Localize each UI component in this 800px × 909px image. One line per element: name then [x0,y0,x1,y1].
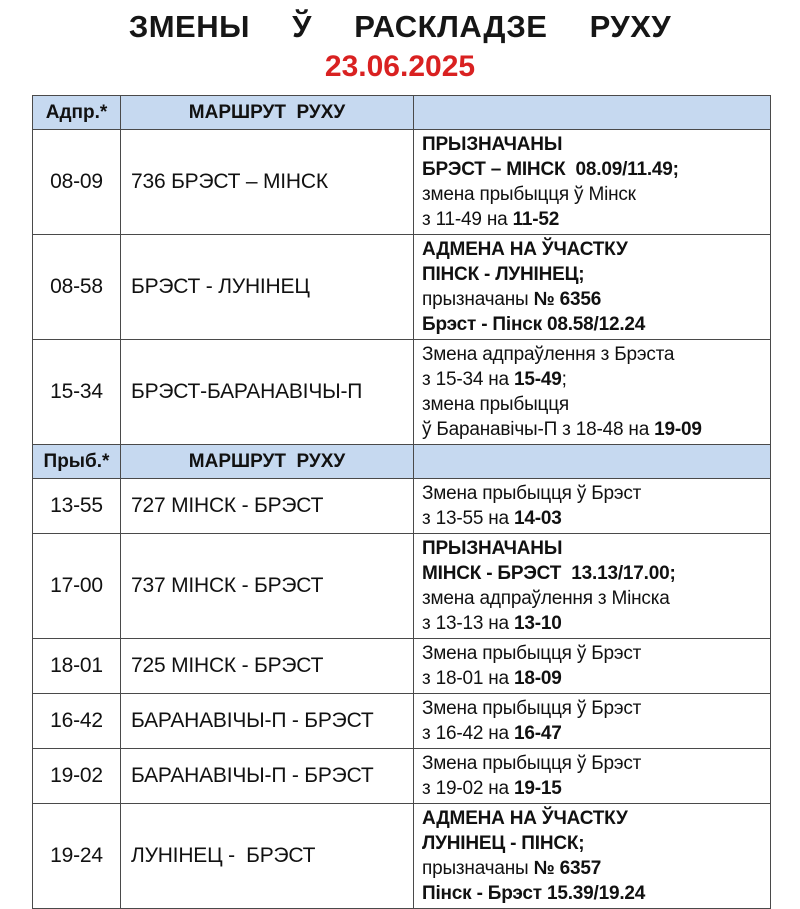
detail-line [422,666,766,691]
detail-segment: Змена прыбыцця ў Брэст [422,698,642,719]
time-cell: 08-58 [33,235,121,340]
notice-page [0,9,800,904]
detail-segment: ПРЫЗНАЧАНЫ [422,134,563,155]
time-cell: 08-09 [33,130,121,235]
header-details-cell [414,96,771,130]
detail-segment: прызначаны [422,289,534,310]
detail-segment: з 15-34 на [422,369,515,390]
route-cell: 727 МІНСК - БРЭСТ [121,479,414,534]
detail-segment: ЛУНІНЕЦ - ПІНСК; [422,833,585,854]
time-cell: 19-02 [33,749,121,804]
route-cell: БРЭСТ-БАРАНАВІЧЫ-П [121,340,414,445]
time-cell: 16-42 [33,694,121,749]
detail-segment: 14-03 [514,508,562,529]
detail-segment: МІНСК - БРЭСТ 13.13/17.00; [422,563,676,584]
details-cell [414,235,771,340]
header-route-label: МАРШРУТ РУХУ [121,445,414,479]
detail-line [422,132,766,157]
detail-segment: ПРЫЗНАЧАНЫ [422,538,563,559]
detail-segment: ў Баранавічы-П з 18-48 на [422,419,655,440]
detail-segment: змена адпраўлення з Мінска [422,588,670,609]
detail-line [422,237,766,262]
detail-segment: з 16-42 на [422,723,515,744]
detail-segment: АДМЕНА НА ЎЧАСТКУ [422,808,628,829]
table-row [33,639,771,694]
detail-line [422,182,766,207]
detail-segment: БРЭСТ – МІНСК 08.09/11.49; [422,159,679,180]
table-row [33,479,771,534]
detail-segment: Брэст - Пінск 08.58/12.24 [422,314,646,335]
detail-line [422,157,766,182]
table-row [33,804,771,909]
detail-line [422,481,766,506]
route-cell: 736 БРЭСТ – МІНСК [121,130,414,235]
detail-segment: Змена адпраўлення з Брэста [422,344,675,365]
detail-line [422,207,766,232]
time-cell: 19-24 [33,804,121,909]
detail-segment: 19-15 [514,778,562,799]
detail-line [422,611,766,636]
time-cell: 13-55 [33,479,121,534]
detail-line [422,262,766,287]
schedule-table-body [33,96,771,909]
detail-line [422,561,766,586]
detail-segment: з 11-49 на [422,209,513,230]
detail-segment: № 6357 [533,858,602,879]
route-cell: ЛУНІНЕЦ - БРЭСТ [121,804,414,909]
details-cell [414,639,771,694]
table-section-header-row [33,96,771,130]
header-time-label: Адпр.* [33,96,121,130]
detail-segment: 15-49 [514,369,562,390]
detail-line [422,881,766,906]
detail-line [422,392,766,417]
detail-segment: ; [561,369,567,390]
page-title: ЗМЕНЫ Ў РАСКЛАДЗЕ РУХУ [128,9,672,44]
route-cell: БАРАНАВІЧЫ-П - БРЭСТ [121,749,414,804]
time-cell: 15-34 [33,340,121,445]
detail-segment: 18-09 [514,668,562,689]
detail-segment: 19-09 [654,419,702,440]
detail-segment: № 6356 [533,289,602,310]
detail-line [422,367,766,392]
details-cell [414,804,771,909]
detail-line [422,831,766,856]
detail-line [422,417,766,442]
details-cell [414,534,771,639]
header-time-label: Прыб.* [33,445,121,479]
detail-segment: АДМЕНА НА ЎЧАСТКУ [422,239,628,260]
detail-line [422,721,766,746]
detail-segment: з 19-02 на [422,778,515,799]
table-row [33,130,771,235]
time-cell: 18-01 [33,639,121,694]
detail-line [422,536,766,561]
table-row [33,534,771,639]
detail-line [422,506,766,531]
details-cell [414,130,771,235]
detail-segment: з 13-13 на [422,613,515,634]
header-route-label: МАРШРУТ РУХУ [121,96,414,130]
header-details-cell [414,445,771,479]
detail-segment: Змена прыбыцця ў Брэст [422,753,642,774]
details-cell [414,340,771,445]
detail-segment: прызначаны [422,858,534,879]
detail-segment: 11-52 [512,209,560,230]
detail-segment: Змена прыбыцця ў Брэст [422,643,642,664]
detail-line [422,342,766,367]
schedule-table [32,95,771,909]
detail-segment: з 18-01 на [422,668,515,689]
table-row [33,340,771,445]
detail-segment: 16-47 [514,723,562,744]
detail-line [422,696,766,721]
detail-segment: з 13-55 на [422,508,515,529]
detail-line [422,641,766,666]
details-cell [414,479,771,534]
table-row [33,235,771,340]
details-cell [414,694,771,749]
detail-segment: змена прыбыцця [422,394,569,415]
detail-segment: змена прыбыцця ў Мінск [422,184,636,205]
detail-line [422,751,766,776]
route-cell: БАРАНАВІЧЫ-П - БРЭСТ [121,694,414,749]
time-cell: 17-00 [33,534,121,639]
notice-date: 23.06.2025 [324,50,476,83]
table-row [33,694,771,749]
table-section-header-row [33,445,771,479]
route-cell: 725 МІНСК - БРЭСТ [121,639,414,694]
route-cell: 737 МІНСК - БРЭСТ [121,534,414,639]
detail-segment: ПІНСК - ЛУНІНЕЦ; [422,264,585,285]
detail-segment: Пінск - Брэст 15.39/19.24 [422,883,646,904]
detail-segment: 13-10 [514,613,562,634]
detail-line [422,287,766,312]
detail-line [422,856,766,881]
route-cell: БРЭСТ - ЛУНІНЕЦ [121,235,414,340]
detail-line [422,586,766,611]
detail-segment: Змена прыбыцця ў Брэст [422,483,642,504]
detail-line [422,806,766,831]
detail-line [422,312,766,337]
table-row [33,749,771,804]
detail-line [422,776,766,801]
details-cell [414,749,771,804]
